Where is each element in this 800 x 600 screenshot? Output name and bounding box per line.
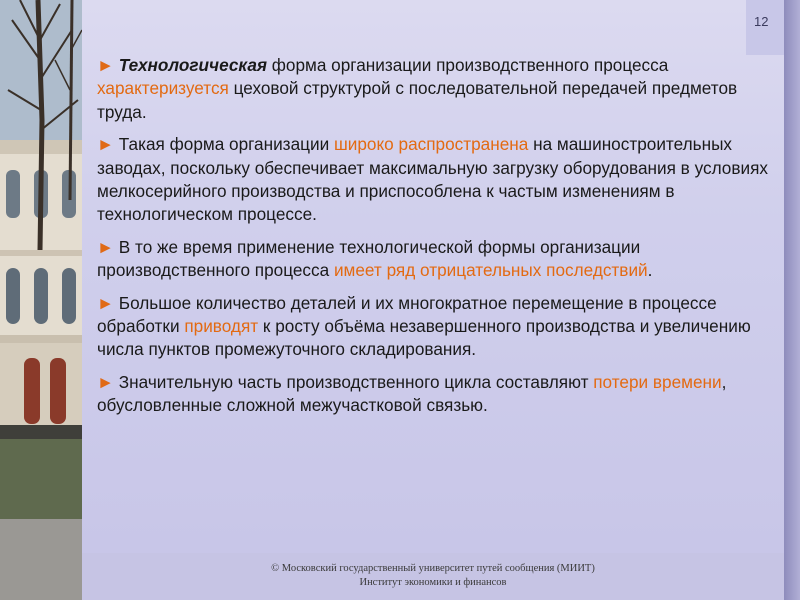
text-segment: Большое количество деталей и их многократное перемещение в процессе обработки	[97, 292, 717, 337]
footer	[82, 553, 784, 600]
paragraph-5	[97, 371, 772, 418]
highlight-segment: широко распространена	[333, 134, 529, 155]
highlight-segment: имеет ряд отрицательных последствий	[333, 260, 648, 281]
text-segment: Такая форма организации	[114, 134, 334, 155]
bullet-arrow-icon: ►	[97, 134, 115, 155]
text-segment: к росту объёма незавершенного производства и увеличению числа пунктов промежуточного складирования.	[97, 316, 751, 360]
bullet-arrow-icon: ►	[97, 292, 115, 313]
text-segment: Значительную часть производственного цикла составляют	[114, 371, 594, 392]
bullet-arrow-icon: ►	[97, 371, 115, 392]
footer-institute: Институт экономики и финансов	[359, 577, 507, 588]
slide-content	[97, 54, 772, 427]
highlight-segment: потери времени	[593, 371, 722, 392]
text-segment: цеховой структурой с последовательной передачей предметов труда.	[97, 78, 738, 122]
paragraph-4	[97, 292, 772, 362]
text-segment: на машиностроительных заводах, поскольку обеспечивает максимальную загрузку оборудования в условиях мелкосерийного производства и приспособлена к частым изменениям в технологическом процессе.	[97, 134, 768, 225]
building-photo-illustration	[0, 0, 82, 600]
footer-copyright: © Московский государственный университет путей сообщения (МИИТ)	[271, 563, 595, 574]
highlight-segment: характеризуется	[97, 78, 229, 99]
paragraph-3	[97, 236, 772, 283]
text-segment: В то же время применение технологической формы организации производственного процесса	[97, 236, 641, 281]
paragraph-2	[97, 133, 772, 227]
text-segment: .	[647, 260, 653, 281]
text-segment: , обусловленные сложной межучастковой связью.	[97, 371, 727, 416]
building-photo	[0, 0, 82, 600]
bullet-arrow-icon: ►	[97, 55, 115, 75]
paragraph-1	[97, 54, 772, 124]
bullet-arrow-icon: ►	[97, 236, 115, 257]
term-technological: Технологическая	[118, 55, 267, 75]
slide-number: 12	[754, 14, 769, 29]
right-edge-strip	[784, 0, 800, 600]
text-segment: форма организации производственного процесса	[267, 55, 669, 75]
highlight-segment: приводят	[184, 316, 259, 337]
